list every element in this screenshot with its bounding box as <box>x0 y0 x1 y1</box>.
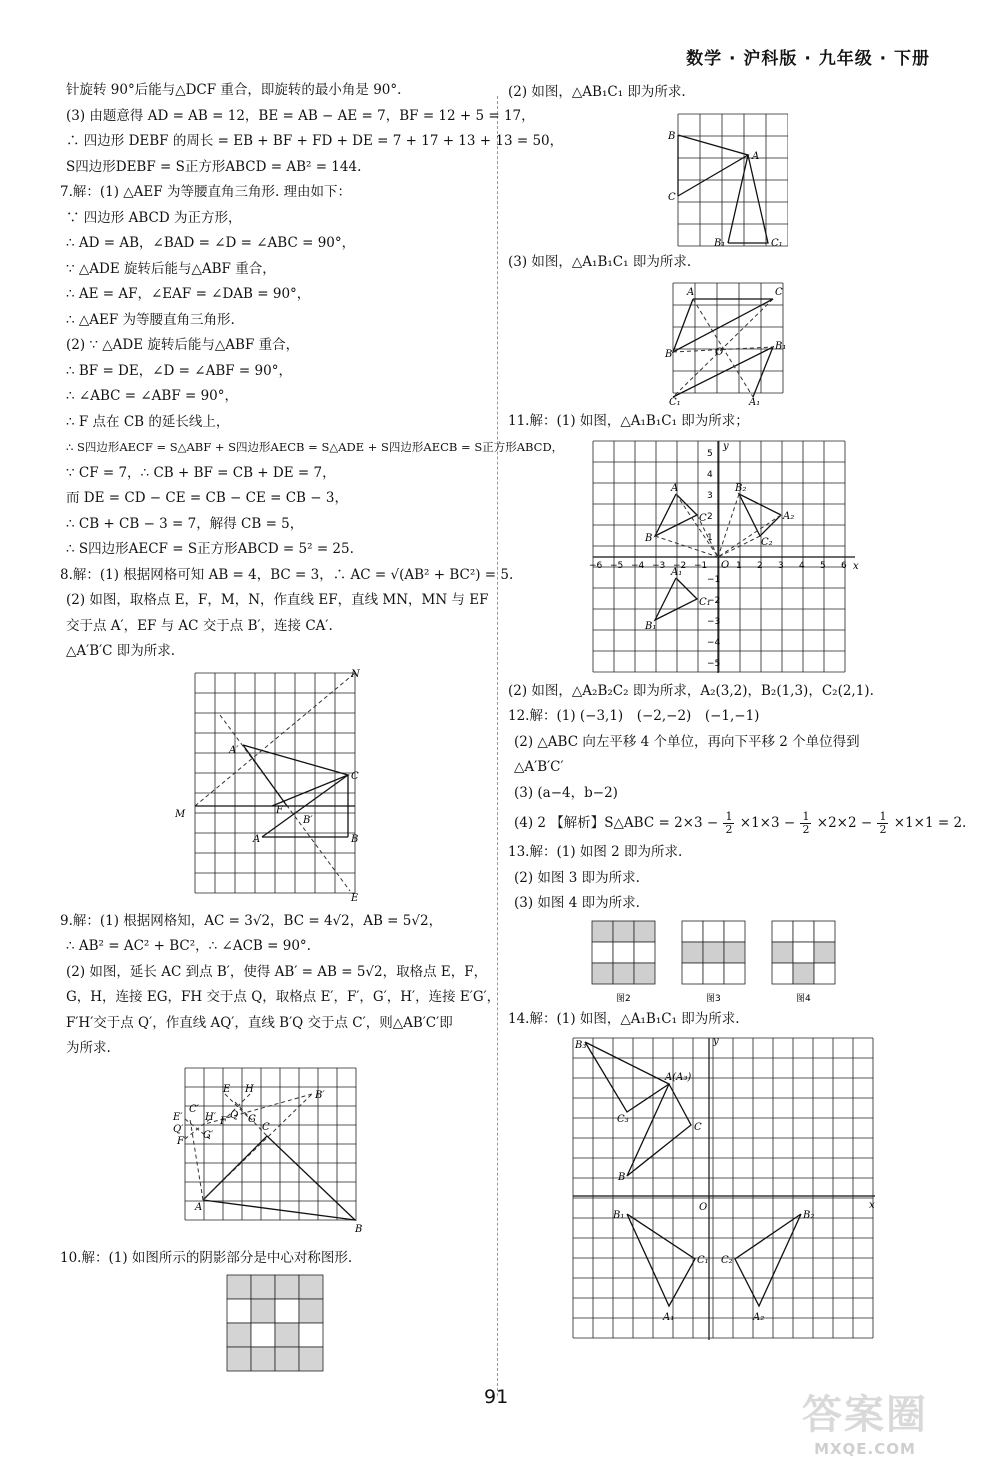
fig11-label: A₂ <box>783 510 795 522</box>
grid-cell <box>682 921 703 942</box>
grid-cell <box>275 1323 299 1347</box>
x-tick-label: 1 <box>736 560 742 571</box>
text-line: ∴ ∠ABC = ∠ABF = 90°， <box>66 388 239 404</box>
question-12-title: 12.解：(1) (−3,1) (−2,−2) (−1,−1) <box>508 708 760 724</box>
fig11-label: A₁ <box>671 566 683 578</box>
text-line: G，H，连接 EG，FH 交于点 Q，取格点 E′，F′，G′，H′，连接 E′G′， <box>66 989 501 1005</box>
fig13-caption: 图2 <box>616 993 631 1004</box>
figure-q9-grid <box>165 1064 385 1244</box>
fig14-label: C <box>694 1122 702 1133</box>
text-line: (3) (a−4，b−2) <box>514 784 618 801</box>
grid-cell <box>814 942 835 963</box>
y-tick-label: −2 <box>707 595 721 606</box>
fig10c-label: B <box>665 349 673 360</box>
grid-cell <box>592 921 613 942</box>
fig10b-label: C₁ <box>771 237 783 248</box>
text-line: ∴ BF = DE，∠D = ∠ABF = 90°， <box>66 362 292 379</box>
grid-cell <box>793 963 814 984</box>
grid-cell <box>275 1347 299 1371</box>
grid-cell <box>814 963 835 984</box>
fig9-label: F′ <box>177 1135 187 1147</box>
formula-part: ×2×2 − <box>816 815 873 831</box>
figure-q8-grid <box>175 667 375 907</box>
figure-q10-2-grid <box>658 108 788 248</box>
fig11-label: C <box>699 512 707 524</box>
x-tick-label: −2 <box>673 560 687 571</box>
fig9-label: Q′ <box>173 1123 184 1135</box>
grid-cell <box>634 921 655 942</box>
question-8-title: 8.解：(1) 根据网格可知 AB = 4，BC = 3，∴ AC = √(AB² + BC²) = 5. <box>60 566 514 583</box>
grid-cell <box>703 921 724 942</box>
grid-cell <box>251 1299 275 1323</box>
formula-part: ×1×3 − <box>739 815 796 831</box>
text-line: 针旋转 90°后能与△DCF 重合，即旋转的最小角是 90°. <box>66 82 402 98</box>
text-line: 为所求. <box>66 1040 111 1056</box>
fraction <box>877 811 888 836</box>
text-line: ∴ CB + CB − 3 = 7，解得 CB = 5， <box>66 515 304 532</box>
x-tick-label: −4 <box>631 560 645 571</box>
text-line: (2) 如图，△A₂B₂C₂ 即为所求，A₂(3,2)，B₂(1,3)，C₂(2,1). <box>508 682 874 699</box>
text-line: (3) 如图 4 即为所求. <box>514 895 640 911</box>
text-line: ∴ AE = AF，∠EAF = ∠DAB = 90°， <box>66 286 311 302</box>
grid-cell <box>724 921 745 942</box>
fig8-label: B′ <box>303 814 313 826</box>
question-11-title: 11.解：(1) 如图，△A₁B₁C₁ 即为所求； <box>508 413 749 429</box>
fig9-label: G′ <box>203 1129 214 1141</box>
fig11-label: B₂ <box>735 482 747 494</box>
fraction <box>800 811 811 836</box>
left-column <box>60 78 564 1375</box>
fig11-label: y <box>723 440 729 452</box>
x-tick-label: 5 <box>820 560 826 571</box>
fig14-label: A(A₃) <box>665 1072 692 1083</box>
fig10c-label: C₁ <box>669 397 681 407</box>
grid-cell <box>772 921 793 942</box>
text-line: ∵ 四边形 ABCD 为正方形， <box>66 209 242 226</box>
grid-cell <box>724 963 745 984</box>
fig14-label: y <box>713 1036 719 1047</box>
x-tick-label: −1 <box>694 560 708 571</box>
figure-q10-3-grid <box>653 277 793 407</box>
fig8-label: E <box>351 892 359 904</box>
fig13-caption: 图4 <box>796 993 811 1004</box>
watermark-url: MXQE.COM <box>814 1440 916 1458</box>
fig10c-label: A <box>687 287 695 298</box>
fig14-label: C₃ <box>617 1114 629 1125</box>
text-line: △A′B′C 即为所求. <box>66 643 176 659</box>
fig10c-label: A₁ <box>749 397 761 407</box>
text-line: (2) 如图 3 即为所求. <box>514 869 640 886</box>
grid-cell <box>251 1323 275 1347</box>
fig9-label: C <box>262 1121 270 1133</box>
grid-cell <box>592 963 613 984</box>
grid-cell <box>613 942 634 963</box>
fig8-label: M <box>175 808 186 820</box>
y-tick-label: −5 <box>707 658 721 669</box>
grid-cell <box>251 1275 275 1299</box>
fig9-label: Q <box>230 1109 239 1121</box>
grid-cell <box>793 921 814 942</box>
fig14-label: O <box>699 1202 708 1213</box>
fig14-label: C₂ <box>721 1255 733 1266</box>
fraction-den: 2 <box>725 823 733 836</box>
fig8-label: F <box>276 804 283 816</box>
text-line-formula <box>508 806 967 840</box>
grid-cell <box>275 1275 299 1299</box>
fig14-label: B₃ <box>575 1040 587 1051</box>
fig8-label: A <box>253 833 261 845</box>
y-tick-label: −4 <box>707 637 721 648</box>
fig9-label: G <box>248 1113 256 1125</box>
x-tick-label: 6 <box>841 560 847 571</box>
watermark-text: 答案圈 <box>802 1392 928 1438</box>
grid-cell <box>724 942 745 963</box>
question-9-title: 9.解：(1) 根据网格知，AC = 3√2，BC = 4√2，AB = 5√2， <box>60 912 443 929</box>
grid-cell <box>634 963 655 984</box>
fig8-label: B <box>351 833 359 845</box>
text-line: 而 DE = CD − CE = CB − CE = CB − 3， <box>66 490 348 506</box>
fig9-label: H′ <box>205 1111 216 1123</box>
grid-cell <box>772 942 793 963</box>
grid-cell <box>227 1299 251 1323</box>
y-tick-label: 1 <box>707 532 713 543</box>
figure-q11-coordinate-grid <box>583 437 863 677</box>
fig8-label: A′ <box>229 744 239 756</box>
question-10-title: 10.解：(1) 如图所示的阴影部分是中心对称图形. <box>60 1249 353 1266</box>
fig13-caption: 图3 <box>706 993 721 1004</box>
grid-cell <box>772 963 793 984</box>
fraction-den: 2 <box>802 823 810 836</box>
text-line: F′H′交于点 Q′，作直线 AQ′，直线 B′Q 交于点 C′，则△AB′C′即 <box>66 1014 453 1031</box>
text-line: ∴ AD = AB，∠BAD = ∠D = ∠ABC = 90°， <box>66 235 356 251</box>
fig14-label: C₁ <box>697 1255 709 1266</box>
text-line: ∴ 四边形 DEBF 的周长 = EB + BF + FD + DE = 7 + 17 + 13 + 13 = 50， <box>66 133 564 149</box>
grid-cell <box>275 1299 299 1323</box>
origin-label: O <box>721 559 730 571</box>
x-tick-label: −5 <box>610 560 624 571</box>
fig14-label: A₂ <box>753 1312 765 1323</box>
grid-cell <box>682 942 703 963</box>
grid-cell <box>251 1347 275 1371</box>
text-line: △A′B′C′ <box>514 759 564 775</box>
text-line: (3) 由题意得 AD = AB = 12，BE = AB − AE = 7，BF = 12 + 5 = 17， <box>66 107 535 124</box>
fig14-label: B <box>618 1172 626 1183</box>
grid-cell <box>793 942 814 963</box>
y-tick-label: −3 <box>707 616 721 627</box>
fig9-label: H <box>245 1083 254 1095</box>
fig10b-label: B₁ <box>714 237 726 248</box>
fig14-label: B₁ <box>613 1210 625 1221</box>
question-7-title: 7.解：(1) △AEF 为等腰直角三角形. 理由如下： <box>60 184 352 200</box>
y-tick-label: 3 <box>707 490 713 501</box>
fig11-label: A <box>671 482 679 494</box>
fraction-num: 1 <box>725 810 733 823</box>
grid-cell <box>299 1323 323 1347</box>
text-line: (2) 如图，延长 AC 到点 B′，使得 AB′ = AB = 5√2，取格点 E，F， <box>66 963 488 980</box>
grid-cell <box>592 942 613 963</box>
figure-q10-shaded-grid <box>225 1273 325 1373</box>
grid-cell <box>299 1347 323 1371</box>
fig14-label: B₂ <box>803 1210 815 1221</box>
page-number: 91 <box>484 1386 509 1408</box>
fraction-num: 1 <box>879 810 887 823</box>
fig14-label: x <box>869 1200 875 1211</box>
fig10b-label: C <box>668 191 676 203</box>
figure-q13-grids <box>588 919 858 1005</box>
text-line: (2) 如图，△AB₁C₁ 即为所求. <box>508 84 686 100</box>
fig9-label: E <box>223 1083 231 1095</box>
grid-cell <box>703 942 724 963</box>
text-line: 交于点 A′，EF 与 AC 交于点 B′，连接 CA′. <box>66 617 333 634</box>
figure-q14-coordinate-grid <box>563 1034 883 1344</box>
grid-cell <box>703 963 724 984</box>
fig9-label: C′ <box>189 1103 199 1115</box>
text-line: (2) △ABC 向左平移 4 个单位，再向下平移 2 个单位得到 <box>514 733 860 750</box>
y-tick-label: 4 <box>707 469 713 480</box>
formula-part: ×1×1 = 2. <box>893 815 967 831</box>
formula-prefix: (4) 2 【解析】S△ABC = 2×3 − <box>514 815 719 831</box>
fig9-label: F <box>220 1115 227 1127</box>
x-tick-label: −3 <box>652 560 666 571</box>
grid-cell <box>299 1275 323 1299</box>
grid-cell <box>634 942 655 963</box>
x-tick-label: −6 <box>589 560 603 571</box>
fig11-label: B <box>645 532 653 544</box>
y-tick-label: −1 <box>707 574 721 585</box>
fig11-label: C₁ <box>699 596 711 608</box>
text-line: S四边形DEBF = S正方形ABCD = AB² = 144. <box>66 158 362 175</box>
page-header: 数学 · 沪科版 · 九年级 · 下册 <box>686 49 930 69</box>
grid-cell <box>814 921 835 942</box>
grid-cell <box>682 963 703 984</box>
fraction-den: 2 <box>879 823 887 836</box>
fig11-label: B₁ <box>645 620 657 632</box>
fig8-label: C <box>351 770 359 782</box>
fig11-label: x <box>853 560 859 572</box>
text-line: ∴ AB² = AC² + BC²，∴ ∠ACB = 90°. <box>66 938 311 954</box>
watermark-logo <box>770 1383 960 1458</box>
y-tick-label: 5 <box>707 448 713 459</box>
fig10c-label: B₁ <box>775 341 787 352</box>
x-tick-label: 2 <box>757 560 763 571</box>
x-tick-label: 3 <box>778 560 784 571</box>
grid-cell <box>613 921 634 942</box>
question-13-title: 13.解：(1) 如图 2 即为所求. <box>508 844 683 860</box>
fig9-label: E′ <box>173 1111 183 1123</box>
fig9-label: B <box>355 1223 363 1235</box>
text-line: ∴ S四边形AECF = S正方形ABCD = 5² = 25. <box>66 541 354 557</box>
question-14-title: 14.解：(1) 如图，△A₁B₁C₁ 即为所求. <box>508 1010 740 1027</box>
fig14-label: A₁ <box>663 1312 675 1323</box>
fig10c-label: O <box>715 347 724 358</box>
text-line: (3) 如图，△A₁B₁C₁ 即为所求. <box>508 253 692 270</box>
text-line: ∴ F 点在 CB 的延长线上， <box>66 413 230 430</box>
text-line: ∴ S四边形AECF = S△ABF + S四边形AECB = S△ADE + S四边形AECB = S正方形ABCD， <box>66 440 564 454</box>
text-line: (2) 如图，取格点 E，F，M，N，作直线 EF，直线 MN，MN 与 EF <box>66 592 489 608</box>
fig10c-label: C <box>775 287 783 298</box>
fig10b-label: B <box>668 130 676 142</box>
fig11-label: C₂ <box>761 536 773 548</box>
fig9-label: A <box>195 1201 203 1213</box>
fig9-label: B′ <box>315 1089 325 1101</box>
grid-cell <box>227 1275 251 1299</box>
text-line: ∵ △ADE 旋转后能与△ABF 重合， <box>66 260 276 277</box>
fraction-num: 1 <box>802 810 810 823</box>
grid-cell <box>299 1299 323 1323</box>
column-divider <box>497 96 498 1396</box>
fraction <box>723 811 734 836</box>
text-line: ∴ △AEF 为等腰直角三角形. <box>66 311 235 328</box>
fig10b-label: A <box>752 150 760 162</box>
right-column <box>508 80 967 1346</box>
y-tick-label: 2 <box>707 511 713 522</box>
grid-cell <box>227 1323 251 1347</box>
grid-cell <box>227 1347 251 1371</box>
fig8-label: N <box>351 668 360 680</box>
text-line: ∵ CF = 7，∴ CB + BF = CB + DE = 7， <box>66 464 336 481</box>
grid-cell <box>613 963 634 984</box>
x-tick-label: 4 <box>799 560 805 571</box>
text-line: (2) ∵ △ADE 旋转后能与△ABF 重合， <box>66 337 300 353</box>
